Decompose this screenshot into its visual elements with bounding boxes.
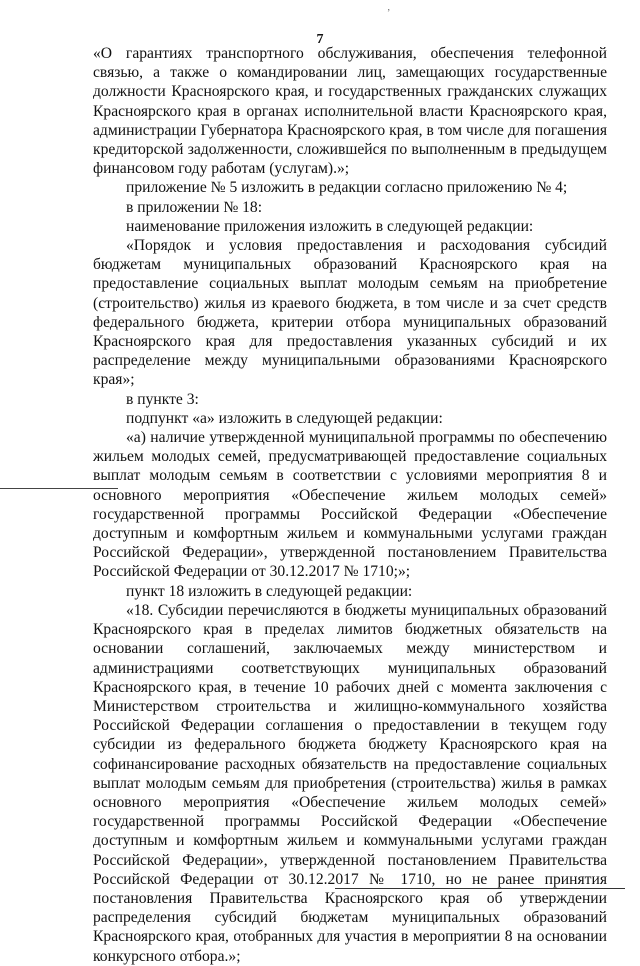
document-body bbox=[93, 44, 607, 966]
margin-line bbox=[0, 488, 118, 489]
paragraph-point-3: в пункте 3: bbox=[126, 390, 199, 408]
paragraph-annex-name: «Порядок и условия предоставления и расходования субсидий бюджетам муниципальных образований Красноярского края на предоставление социальных выплат молодым семьям на приобретение (строительство) жилья из краевого бюджета, в том числе и за счет средств федерального бюджета, критерии отбора муниципальных образований Красноярского края для предоставления указанных субсидий и их распределение между муниципальными образованиями Красноярского края»; bbox=[93, 237, 607, 389]
paragraph-subpoint-a-instruction: подпункт «а» изложить в следующей редакции: bbox=[126, 409, 443, 427]
scan-mark: ʼ bbox=[387, 8, 391, 19]
paragraph-quoted-title: «О гарантиях транспортного обслуживания, обеспечения телефонной связью, а также о командировании лиц, замещающих государственные должности Красноярского края, и государственных гражданских служащих Красноярского края в органах исполнительной власти Красноярского края, администрации Губернатора Красноярского края, в том числе для погашения кредиторской задолженности, сложившейся по выполненным в предыдущем финансовом году работам (услугам).»; bbox=[93, 45, 607, 178]
paragraph-annex-5: приложение № 5 изложить в редакции согласно приложению № 4; bbox=[126, 179, 568, 197]
paragraph-subpoint-a: «а) наличие утвержденной муниципальной программы по обеспечению жильем молодых семей, предусматривающей предоставление социальных выплат молодым семьям в соответствии с условиями мероприятия 8 и основного мероприятия «Обеспечение жильем молодых семей» государственной программы Российской Федерации «Обеспечение доступным и комфортным жильем и коммунальными услугами граждан Российской Федерации», утвержденной постановлением Правительства Российской Федерации от 30.12.2017 № 1710;»; bbox=[93, 429, 607, 581]
bottom-rule bbox=[335, 888, 625, 889]
paragraph-point-18: «18. Субсидии перечисляются в бюджеты муниципальных образований Красноярского края в пределах лимитов бюджетных обязательств на основании соглашений, заключаемых между министерством и администрациями соответствующих муниципальных образований Красноярского края, в течение 10 рабочих дней с момента заключения с Министерством строительства и жилищно-коммунального хозяйства Российской Федерации соглашения о предоставлении в текущем году субсидии из федерального бюджета бюджету Красноярского края на софинансирование расходных обязательств на предоставление социальных выплат молодым семьям для приобретения (строительства) жилья в рамках основного мероприятия «Обеспечение жильем молодых семей» государственной программы Российской Федерации «Обеспечение доступным и комфортным жильем и коммунальными услугами граждан Российской Федерации», утвержденной постановлением Правительства Российской Федерации от 30.12.2017 № 1710, но не ранее принятия постановления Правительства Красноярского края об утверждении распределения субсидий бюджетам муниципальных образований Красноярского края, отобранных для участия в мероприятии 8 на основании конкурсного отбора.»; bbox=[93, 601, 607, 965]
paragraph-annex-18: в приложении № 18: bbox=[126, 198, 263, 216]
page-number: 7 bbox=[316, 32, 324, 47]
paragraph-point-18-instruction: пункт 18 изложить в следующей редакции: bbox=[126, 582, 413, 600]
paragraph-annex-name-instruction: наименование приложения изложить в следующей редакции: bbox=[126, 217, 534, 235]
